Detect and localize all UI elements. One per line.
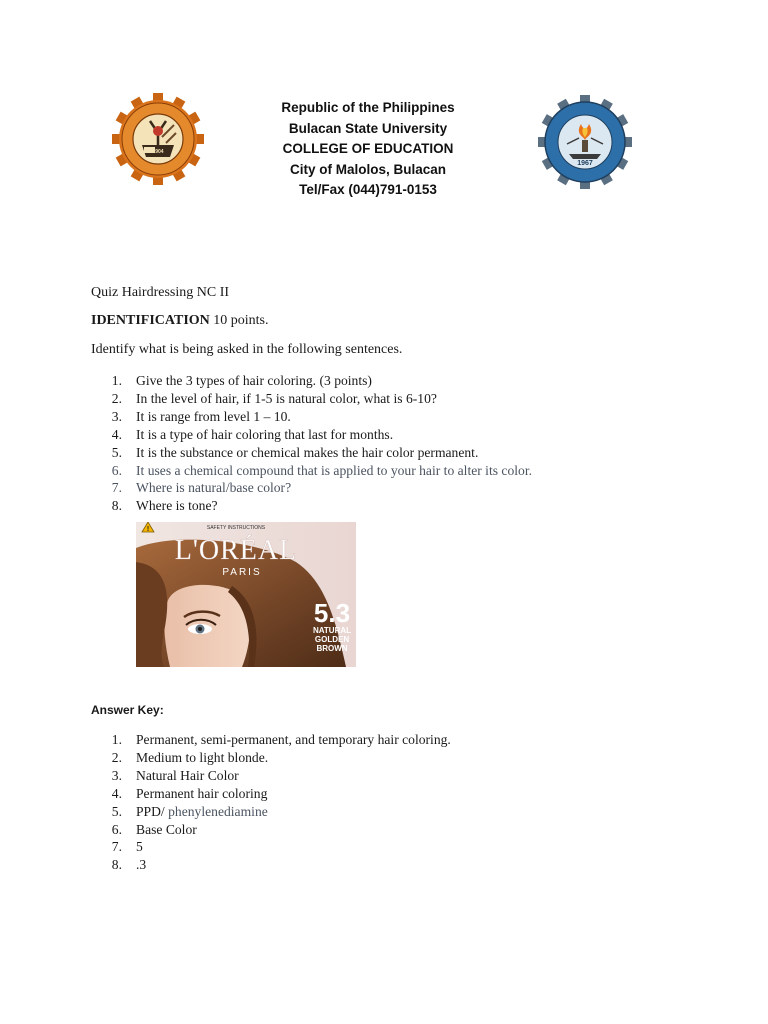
answer-item: 8. .3 [111,857,147,873]
photo-shade-name-3: BROWN [316,644,348,653]
photo-shade-name-2: GOLDEN [314,635,350,644]
photo-safety-text: SAFETY INSTRUCTIONS [206,525,266,531]
letterhead-address: City of Malolos, Bulacan [289,161,447,177]
photo-brand-text: L'ORÉAL [174,535,298,566]
letterhead-country: Republic of the Philippines [281,100,455,115]
question-list [91,372,532,515]
answer-item: 2. Medium to light blonde. [111,749,269,765]
answer-item: 6. Base Color [111,821,197,837]
photo-shade-number: 5.3 [313,598,351,628]
quiz-title: Quiz Hairdressing NC II [91,285,230,300]
answer-extra: phenylenediamine [168,803,268,819]
svg-text:1904: 1904 [152,149,164,155]
question-item: 1. Give the 3 types of hair coloring. (3 points) [111,373,372,388]
answer-item: 5. PPD/ phenylenediamine [111,803,268,819]
letterhead-college: COLLEGE OF EDUCATION [282,141,454,156]
svg-text:1967: 1967 [577,160,593,167]
photo-shade-name-1: NATURAL [312,626,352,635]
svg-text:!: ! [146,526,150,533]
letterhead-phone: Tel/Fax (044)791-0153 [299,182,437,197]
college-of-education-seal-icon [538,95,632,189]
question-item: 4. It is a type of hair coloring that last for months. [111,426,394,442]
question-item: 8. Where is tone? [111,498,218,514]
answer-item: 1. Permanent, semi-permanent, and temporary hair coloring. [111,732,451,747]
section-heading [91,313,269,329]
answer-list [91,731,451,874]
answer-item: 4. Permanent hair coloring [111,785,268,801]
photo-paris-text: PARIS [222,567,262,578]
section-points: 10 points. [209,313,269,328]
bulacan-state-university-seal-icon [112,93,204,185]
letterhead [228,98,508,201]
question-item: 5. It is the substance or chemical makes the hair color permanent. [111,444,479,460]
section-label: IDENTIFICATION [91,313,210,328]
instruction: Identify what is being asked in the following sentences. [91,342,403,357]
answer-item: 7. 5 [111,839,143,855]
hair-color-product-photo [136,522,356,667]
question-item: 3. It is range from level 1 – 10. [111,408,291,424]
question-item: 7. Where is natural/base color? [111,480,292,496]
letterhead-university: Bulacan State University [288,120,448,136]
question-item: 2. In the level of hair, if 1-5 is natural color, what is 6-10? [111,390,437,406]
answer-key-label: Answer Key: [91,703,164,717]
question-item: 6. It uses a chemical compound that is applied to your hair to alter its color. [111,462,533,478]
answer-item: 3. Natural Hair Color [111,767,239,783]
